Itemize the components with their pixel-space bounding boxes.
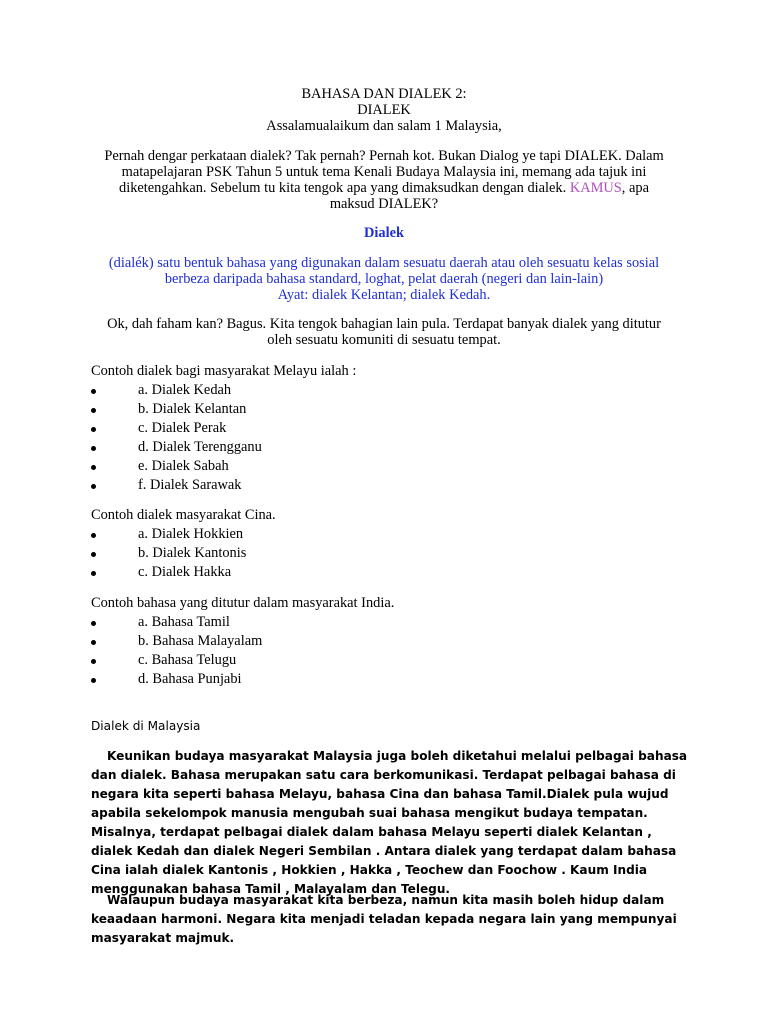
list-cina [91, 507, 651, 583]
bullet-icon [91, 446, 96, 451]
bullet-icon [91, 484, 96, 489]
list-item-label: a. Bahasa Tamil [138, 614, 230, 630]
list-item-label: d. Bahasa Punjabi [138, 671, 242, 687]
list-item [91, 671, 651, 690]
bullet-icon [91, 659, 96, 664]
list-item-label: b. Bahasa Malayalam [138, 633, 263, 649]
document-title: BAHASA DAN DIALEK 2: [301, 86, 467, 102]
list-item-label: a. Dialek Kedah [138, 382, 232, 398]
definition-text: (dialék) satu bentuk bahasa yang digunakan dalam sesuatu daerah atau oleh sesuatu kelas sosial berbeza daripada bahasa standard, loghat, pelat daerah (negeri dan lain-lain) [108, 255, 660, 287]
bullet-icon [91, 552, 96, 557]
intro-paragraph [96, 148, 672, 212]
bullet-icon [91, 621, 96, 626]
bullet-icon [91, 678, 96, 683]
list-item-label: e. Dialek Sabah [138, 458, 229, 474]
list-item [91, 633, 651, 652]
list-title: Contoh bahasa yang ditutur dalam masyarakat India. [91, 595, 395, 611]
list-item [91, 420, 651, 439]
bullet-icon [91, 408, 96, 413]
bullet-icon [91, 389, 96, 394]
kamus-link[interactable]: KAMUS [569, 180, 622, 196]
list-item-label: b. Dialek Kelantan [138, 401, 247, 417]
okdah-paragraph: Ok, dah faham kan? Bagus. Kita tengok bahagian lain pula. Terdapat banyak dialek yang ditutur oleh sesuatu komuniti di sesuatu tempat. [107, 316, 661, 348]
bullet-icon [91, 465, 96, 470]
list-item [91, 545, 651, 564]
list-item-label: a. Dialek Hokkien [138, 526, 244, 542]
dialek-heading: Dialek [364, 225, 404, 241]
list-item [91, 564, 651, 583]
bullet-icon [91, 427, 96, 432]
bullet-icon [91, 533, 96, 538]
list-item [91, 382, 651, 401]
list-title: Contoh dialek masyarakat Cina. [91, 507, 276, 523]
list-item [91, 401, 651, 420]
list-item-label: d. Dialek Terengganu [138, 439, 262, 455]
definition-example: Ayat: dialek Kelantan; dialek Kedah. [277, 287, 491, 303]
list-item-label: c. Dialek Hakka [138, 564, 232, 580]
intro-text-end: , apa maksud DIALEK? [329, 180, 649, 212]
bullet-icon [91, 640, 96, 645]
list-india [91, 595, 651, 690]
list-item-label: c. Dialek Perak [138, 420, 227, 436]
intro-text: Pernah dengar perkataan dialek? Tak pernah? Pernah kot. Bukan Dialog ye tapi DIALEK. Dalam matapelajaran PSK Tahun 5 untuk tema Kenali Budaya Malaysia ini, memang ada tajuk ini diketengahkan. Sebelum tu kita tengok apa yang dimaksudkan dengan dialek. [104, 148, 664, 196]
definition-block [96, 255, 672, 303]
list-melayu [91, 363, 651, 496]
list-item [91, 652, 651, 671]
list-item-label: f. Dialek Sarawak [138, 477, 242, 493]
document-subtitle: DIALEK [357, 102, 411, 118]
greeting: Assalamualaikum dan salam 1 Malaysia, [266, 118, 502, 134]
list-item-label: c. Bahasa Telugu [138, 652, 237, 668]
bullet-icon [91, 571, 96, 576]
list-item [91, 458, 651, 477]
section-title: Dialek di Malaysia [91, 719, 201, 733]
paragraph-text: Keunikan budaya masyarakat Malaysia juga boleh diketahui melalui pelbagai bahasa dan dialek. Bahasa merupakan satu cara berkomunikasi. Terdapat pelbagai bahasa di negara kita seperti bahasa Melayu, bahasa Cina dan bahasa Tamil.Dialek pula wujud apabila sekelompok manusia mengubah suai bahasa mengikut budaya tempatan. Misalnya, terdapat pelbagai dialek dalam bahasa Melayu seperti dialek Kelantan , dialek Kedah dan dialek Negeri Sembilan . Antara dialek yang terdapat dalam bahasa Cina ialah dialek Kantonis , Hokkien , Hakka , Teochew dan Foochow . Kaum India menggunakan bahasa Tamil , Malayalam dan Telegu. [91, 749, 688, 896]
list-title: Contoh dialek bagi masyarakat Melayu ialah : [91, 363, 357, 379]
paragraph-walaupun [91, 891, 691, 948]
paragraph-text: Walaupun budaya masyarakat kita berbeza, namun kita masih boleh hidup dalam keaadaan harmoni. Negara kita menjadi teladan kepada negara lain yang mempunyai masyarakat majmuk. [91, 893, 677, 945]
list-item [91, 614, 651, 633]
list-item-label: b. Dialek Kantonis [138, 545, 247, 561]
paragraph-keunikan [91, 747, 691, 899]
list-item [91, 439, 651, 458]
list-item [91, 477, 651, 496]
list-item [91, 526, 651, 545]
title-block [90, 86, 678, 134]
